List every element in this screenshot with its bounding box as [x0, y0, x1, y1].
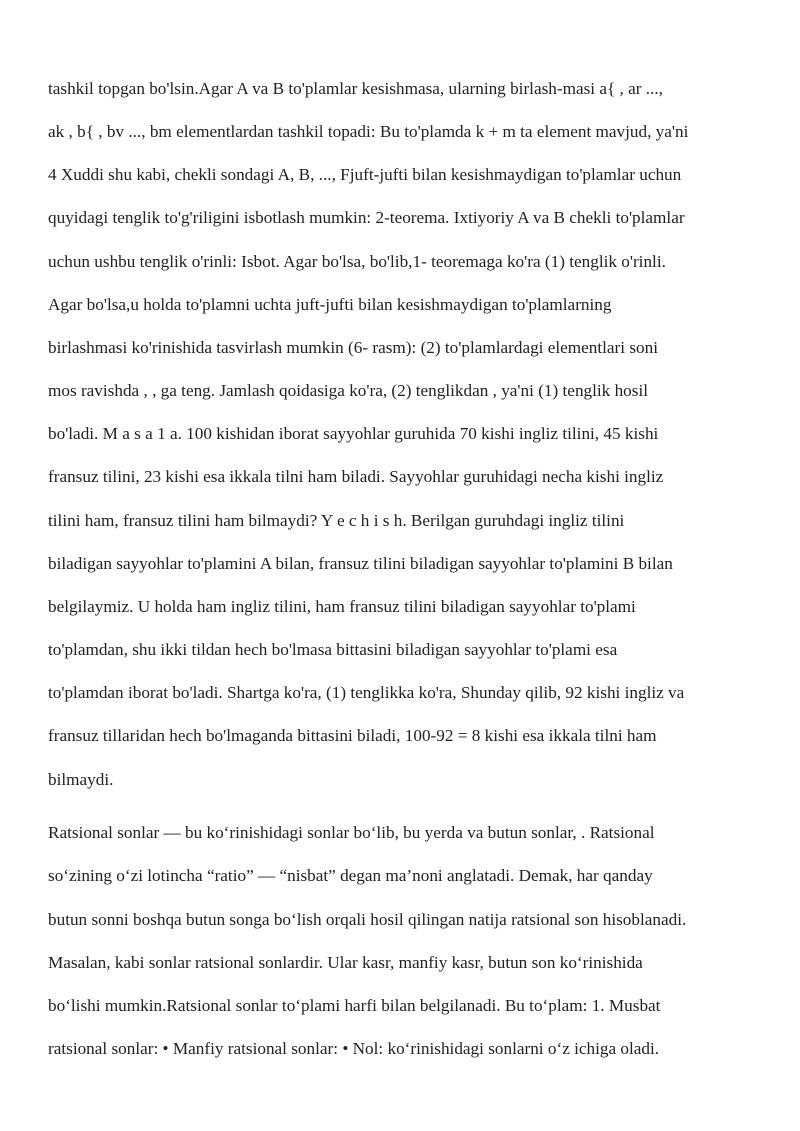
text-line: tashkil topgan bo'lsin.Agar A va B to'plamlar kesishmasa, ularning birlash-masi a{ , ar ..., — [48, 79, 663, 98]
text-line: uchun ushbu tenglik o'rinli: Isbot. Agar bo'lsa, bo'lib,1- teoremaga ko'ra (1) tenglik o'rinli. — [48, 252, 666, 271]
text-line: bo'ladi. M a s a 1 a. 100 kishidan iborat sayyohlar guruhida 70 kishi ingliz tilini, 45 kishi — [48, 424, 659, 443]
text-line: to'plamdan iborat bo'ladi. Shartga ko'ra, (1) tenglikka ko'ra, Shunday qilib, 92 kishi ingliz va — [48, 683, 685, 702]
text-line: fransuz tillaridan hech bo'lmaganda bittasini biladi, 100-92 = 8 kishi esa ikkala tilni ham — [48, 726, 657, 745]
text-line: bo‘lishi mumkin.Ratsional sonlar to‘plami harfi bilan belgilanadi. Bu to‘plam: 1. Musbat — [48, 996, 661, 1015]
text-line: so‘zining o‘zi lotincha “ratio” — “nisbat” degan ma’noni anglatadi. Demak, har qanday — [48, 866, 653, 885]
text-line: ak , b{ , bv ..., bm elementlardan tashkil topadi: Bu to'plamda k + m ta element mavjud, ya'ni — [48, 122, 689, 141]
text-line: ratsional sonlar: • Manfiy ratsional sonlar: • Nol: ko‘rinishidagi sonlarni o‘z ichiga oladi. — [48, 1039, 660, 1058]
text-line: birlashmasi ko'rinishida tasvirlash mumkin (6- rasm): (2) to'plamlardagi elementlari soni — [48, 338, 659, 357]
text-line: Agar bo'lsa,u holda to'plamni uchta juft-jufti bilan kesishmaydigan to'plamlarning — [48, 295, 612, 314]
text-line: fransuz tilini, 23 kishi esa ikkala tilni ham biladi. Sayyohlar guruhidagi necha kishi ingliz — [48, 467, 664, 486]
text-line: bilmaydi. — [48, 770, 114, 789]
text-line: butun sonni boshqa butun songa bo‘lish orqali hosil qilingan natija ratsional son hisoblanadi. — [48, 910, 687, 929]
text-line: Ratsional sonlar — bu ko‘rinishidagi sonlar bo‘lib, bu yerda va butun sonlar, . Ratsional — [48, 823, 655, 842]
text-line: Masalan, kabi sonlar ratsional sonlardir. Ular kasr, manfiy kasr, butun son ko‘rinishida — [48, 953, 643, 972]
text-line: belgilaymiz. U holda ham ingliz tilini, ham fransuz tilini biladigan sayyohlar to'plami — [48, 597, 636, 616]
text-line: mos ravishda , , ga teng. Jamlash qoidasiga ko'ra, (2) tenglikdan , ya'ni (1) tenglik hosil — [48, 381, 648, 400]
text-line: 4 Xuddi shu kabi, chekli sondagi A, B, ..., Fjuft-jufti bilan kesishmaydigan to'plamlar uchun — [48, 165, 682, 184]
text-line: biladigan sayyohlar to'plamini A bilan, fransuz tilini biladigan sayyohlar to'plamini B bilan — [48, 554, 673, 573]
text-line: quyidagi tenglik to'g'riligini isbotlash mumkin: 2-teorema. Ixtiyoriy A va B chekli to'plamlar — [48, 208, 685, 227]
text-line: tilini ham, fransuz tilini ham bilmaydi? Y e c h i s h. Berilgan guruhdagi ingliz tilini — [48, 511, 625, 530]
text-line: to'plamdan, shu ikki tildan hech bo'lmasa bittasini biladigan sayyohlar to'plami esa — [48, 640, 618, 659]
